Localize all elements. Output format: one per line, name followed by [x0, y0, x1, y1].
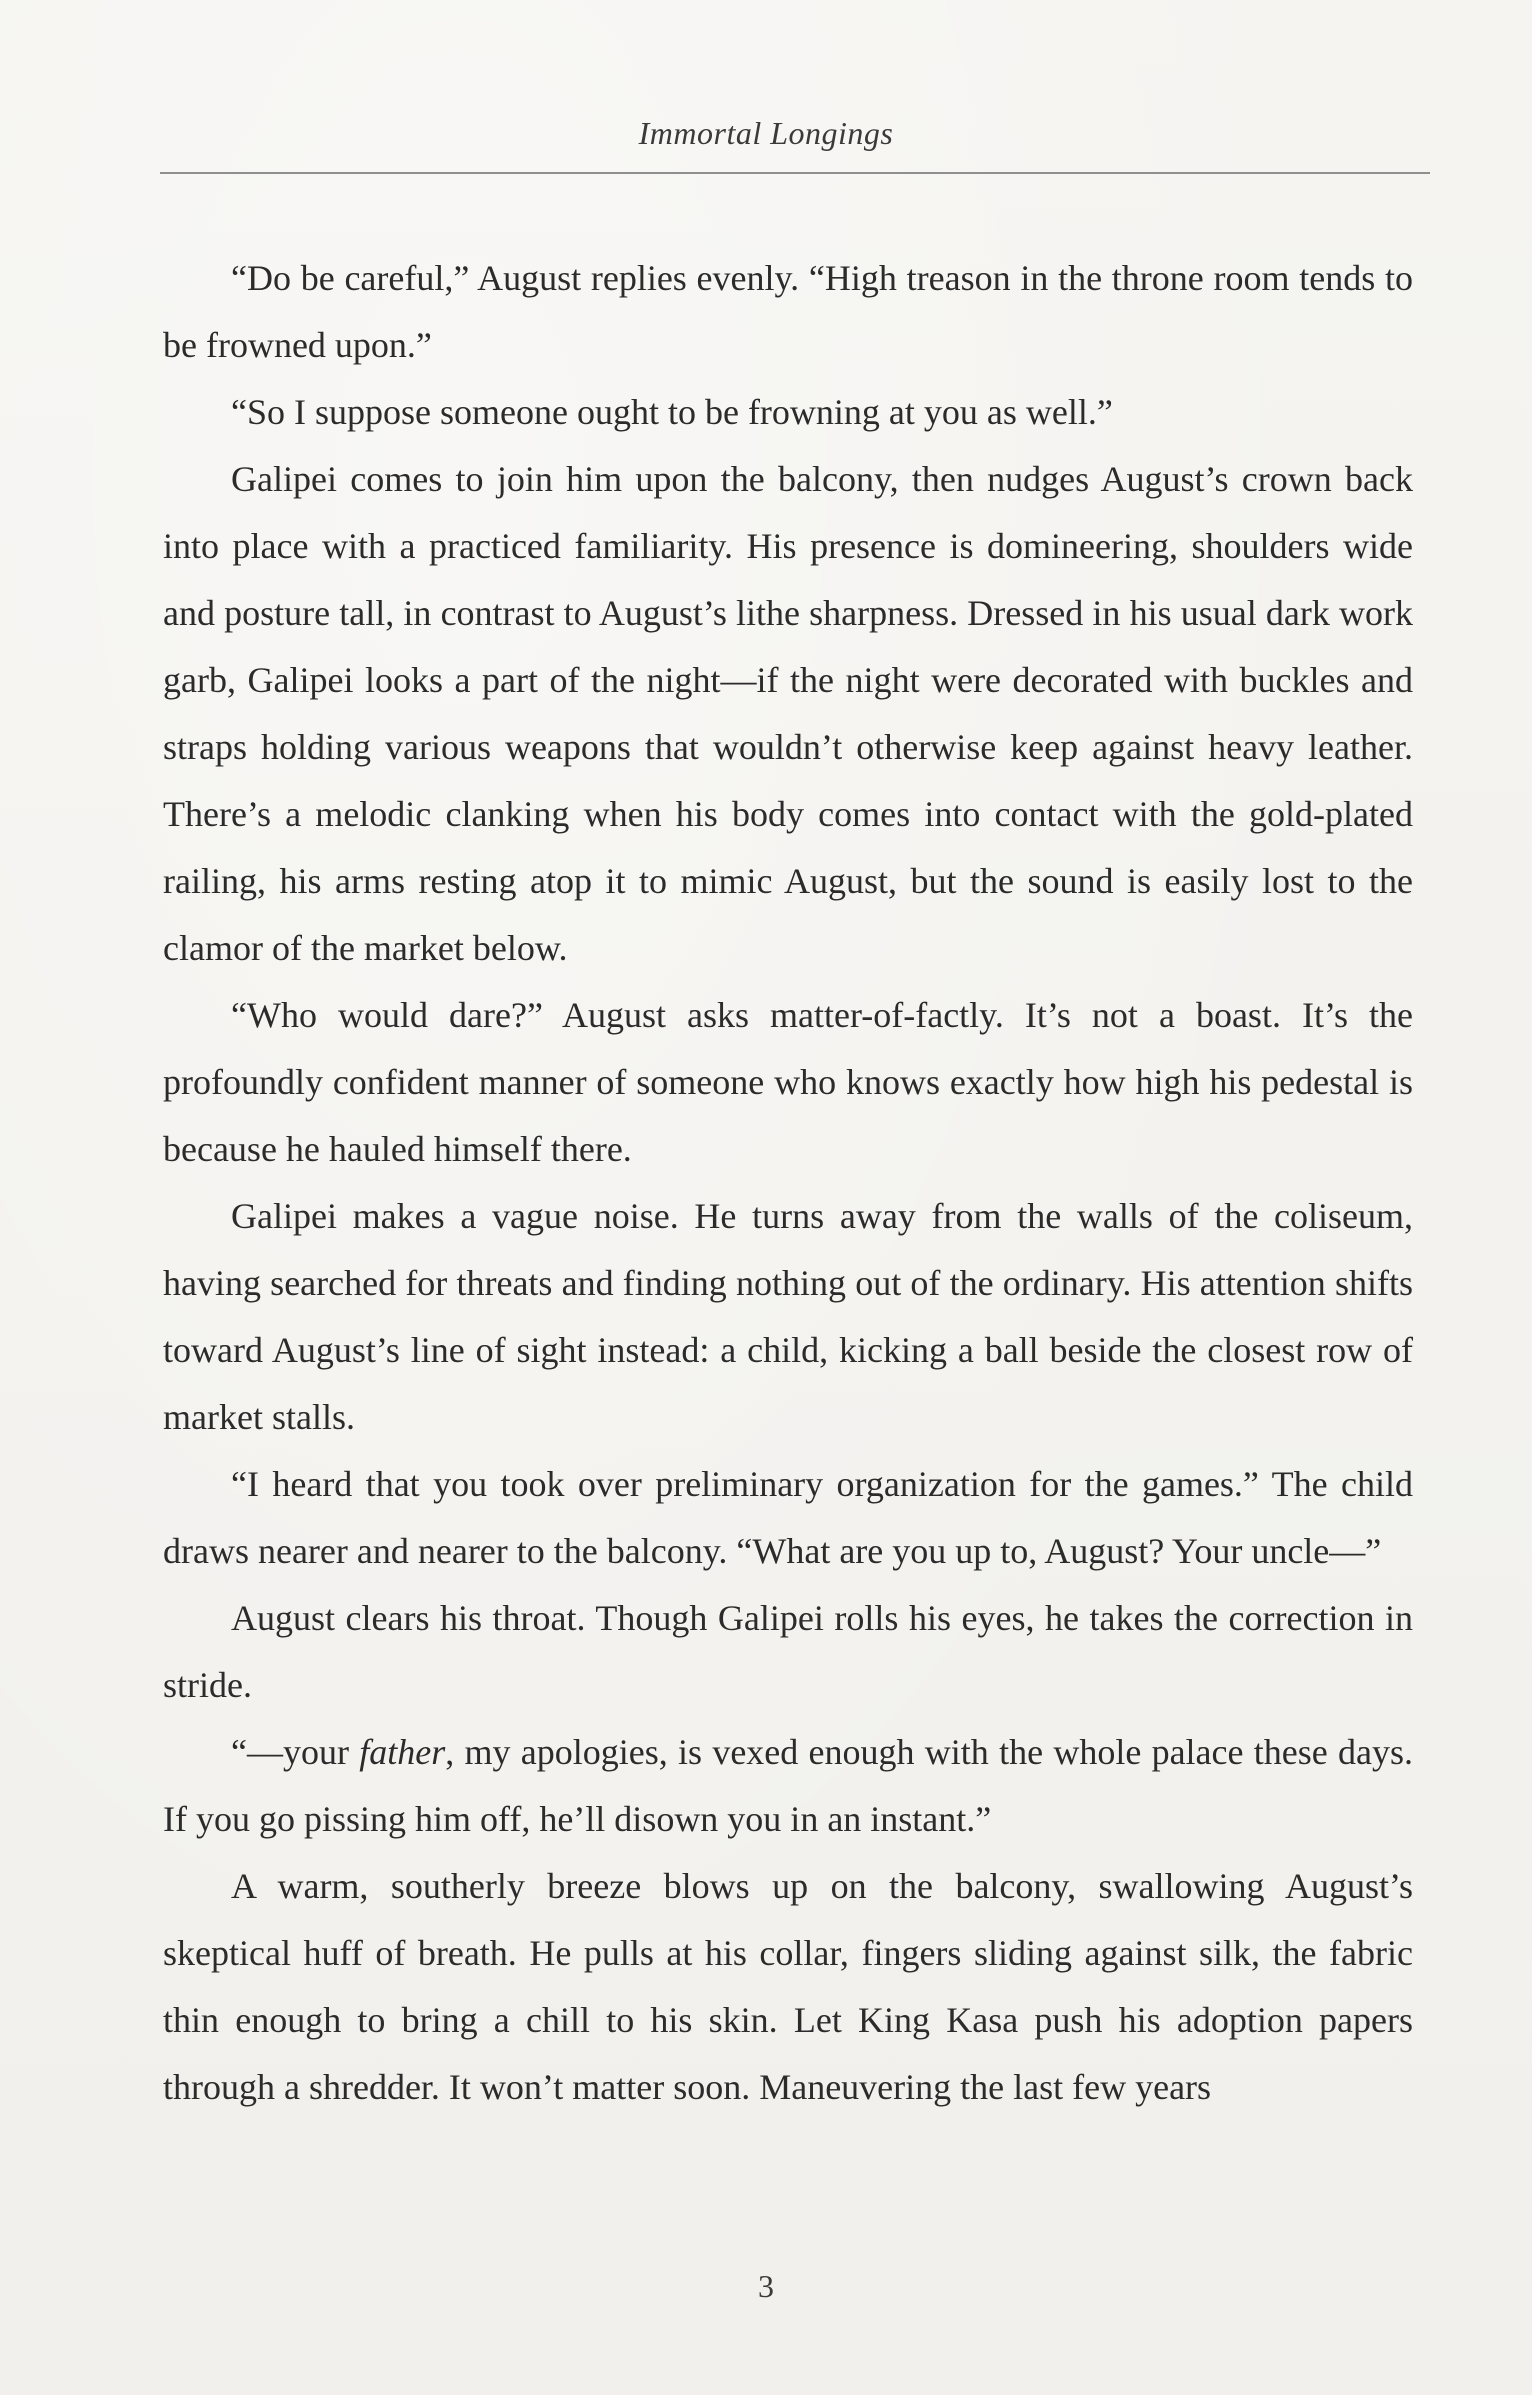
- paragraph-5: Galipei makes a vague noise. He turns away from the walls of the coliseum, having searched for threats and finding nothing out of the ordinary. His attention shifts toward August’s line of sight instead: a child, kicking a ball beside the closest row of market stalls.: [163, 1196, 1413, 1437]
- header-rule: [160, 172, 1430, 174]
- paragraph-4: “Who would dare?” August asks matter-of-factly. It’s not a boast. It’s the profoundly confident manner of someone who knows exactly how high his pedestal is because he hauled himself there.: [163, 995, 1413, 1169]
- body-text: [163, 245, 1413, 2121]
- paragraph-1: “Do be careful,” August replies evenly. “High treason in the throne room tends to be frowned upon.”: [163, 258, 1413, 365]
- paragraph-8-start: “—your: [231, 1732, 360, 1772]
- paragraph-3: Galipei comes to join him upon the balcony, then nudges August’s crown back into place with a practiced familiarity. His presence is domineering, shoulders wide and posture tall, in contrast to August’s lithe sharpness. Dressed in his usual dark work garb, Galipei looks a part of the night—if the night were decorated with buckles and straps holding various weapons that wouldn’t otherwise keep against heavy leather. There’s a melodic clanking when his body comes into contact with the gold-plated railing, his arms resting atop it to mimic August, but the sound is easily lost to the clamor of the market below.: [163, 459, 1413, 968]
- paragraph-9: A warm, southerly breeze blows up on the balcony, swallowing August’s skeptical huff of breath. He pulls at his collar, fingers sliding against silk, the fabric thin enough to bring a chill to his skin. Let King Kasa push his adoption papers through a shredder. It won’t matter soon. Maneuvering the last few years: [163, 1866, 1413, 2107]
- paragraph-8: [163, 1719, 1413, 1853]
- paragraph-2: “So I suppose someone ought to be frowning at you as well.”: [231, 392, 1113, 432]
- paragraph-7: August clears his throat. Though Galipei rolls his eyes, he takes the correction in stride.: [163, 1598, 1413, 1705]
- paragraph-6: “I heard that you took over preliminary organization for the games.” The child draws nearer and nearer to the balcony. “What are you up to, August? Your uncle—”: [163, 1464, 1413, 1571]
- paragraph-8-end: , my apologies, is vexed enough with the whole palace these days. If you go pissing him off, he’ll disown you in an instant.”: [163, 1732, 1413, 1839]
- emphasized-word: father: [359, 1732, 446, 1772]
- page-number: 3: [758, 2268, 774, 2304]
- running-head: Immortal Longings: [638, 115, 894, 151]
